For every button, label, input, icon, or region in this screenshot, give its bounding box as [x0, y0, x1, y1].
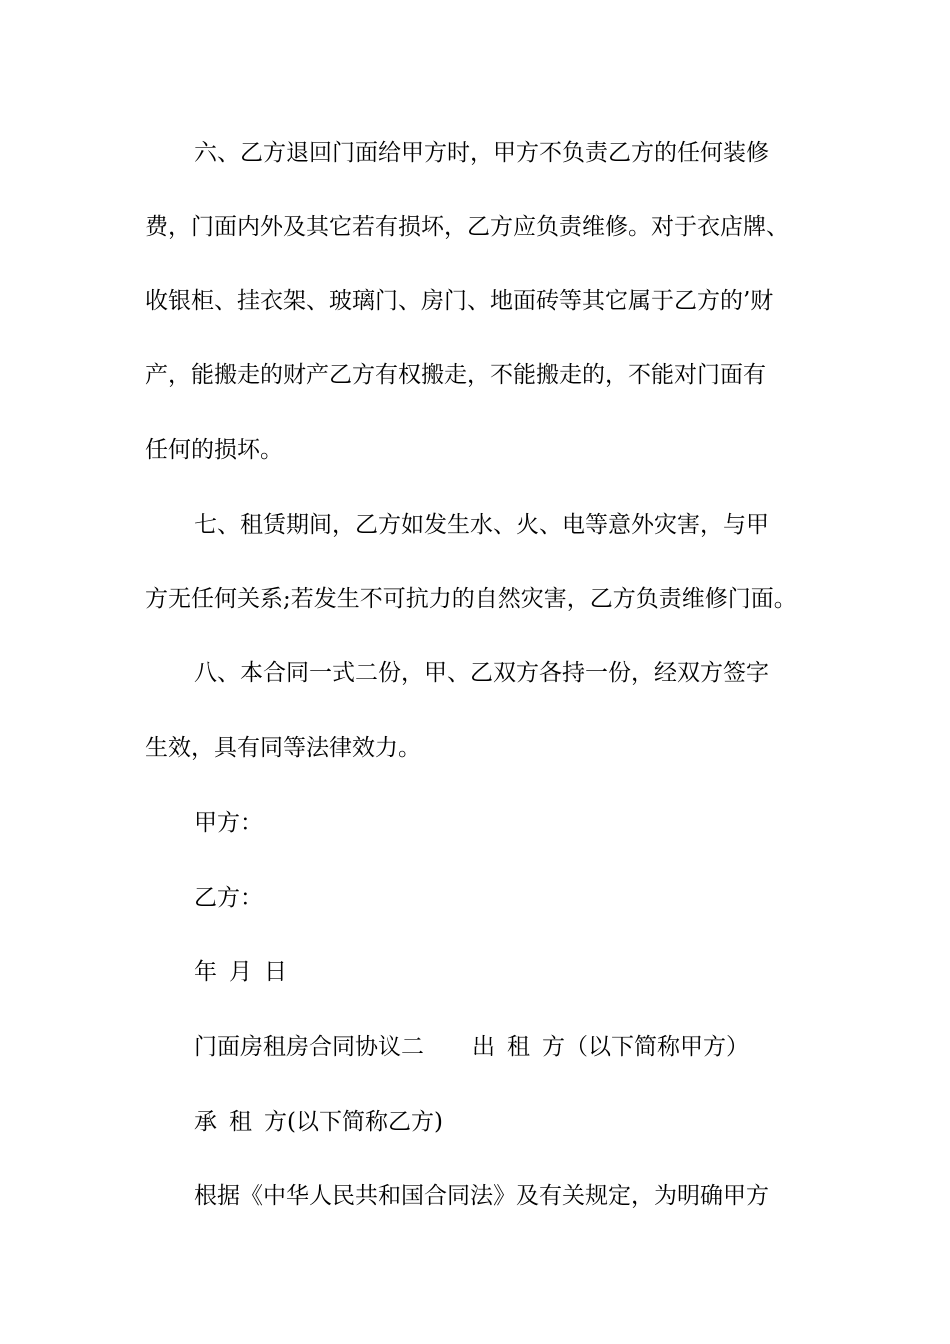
date-day-label: 日 [264, 959, 287, 985]
clause-7-line-2: 方无任何关系;若发生不可抗力的自然灾害，乙方负责维修门面。 [145, 586, 797, 612]
signature-date [194, 957, 287, 987]
contract-2-title: 门面房租房合同协议二 [194, 1034, 424, 1060]
clause-6-line-1: 六、乙方退回门面给甲方时，甲方不负责乙方的任何装修 [194, 140, 769, 166]
clause-6-line-3: 收银柜、挂衣架、玻璃门、房门、地面砖等其它属于乙方的’财 [145, 288, 774, 314]
clause-8-line-2: 生效，具有同等法律效力。 [145, 735, 421, 761]
lessee-label-rest: 方(以下简称乙方) [264, 1109, 443, 1135]
clause-8-line-1: 八、本合同一式二份，甲、乙双方各持一份，经双方签字 [194, 660, 769, 686]
lessor-label-char-1: 出 [472, 1034, 495, 1060]
date-year-label: 年 [194, 959, 217, 985]
party-a-signature-label: 甲方： [194, 810, 263, 836]
lessee-label-char-2: 租 [229, 1109, 252, 1135]
lessor-label-rest: 方（以下简称甲方） [542, 1034, 749, 1060]
contract-basis-line: 根据《中华人民共和国合同法》及有关规定，为明确甲方 [194, 1183, 769, 1209]
lessee-label-char-1: 承 [194, 1109, 217, 1135]
date-month-label: 月 [229, 959, 252, 985]
clause-6-line-5: 任何的损坏。 [145, 437, 283, 463]
clause-6-line-4: 产，能搬走的财产乙方有权搬走，不能搬走的，不能对门面有 [145, 362, 766, 388]
party-b-signature-label: 乙方： [194, 885, 263, 911]
clause-6-line-2: 费，门面内外及其它若有损坏，乙方应负责维修。对于衣店牌、 [145, 214, 789, 240]
clause-7-line-1: 七、租赁期间，乙方如发生水、火、电等意外灾害，与甲 [194, 512, 769, 538]
contract-2-heading-line [194, 1032, 749, 1062]
lessor-label-char-2: 租 [507, 1034, 530, 1060]
lessee-line [194, 1107, 443, 1137]
